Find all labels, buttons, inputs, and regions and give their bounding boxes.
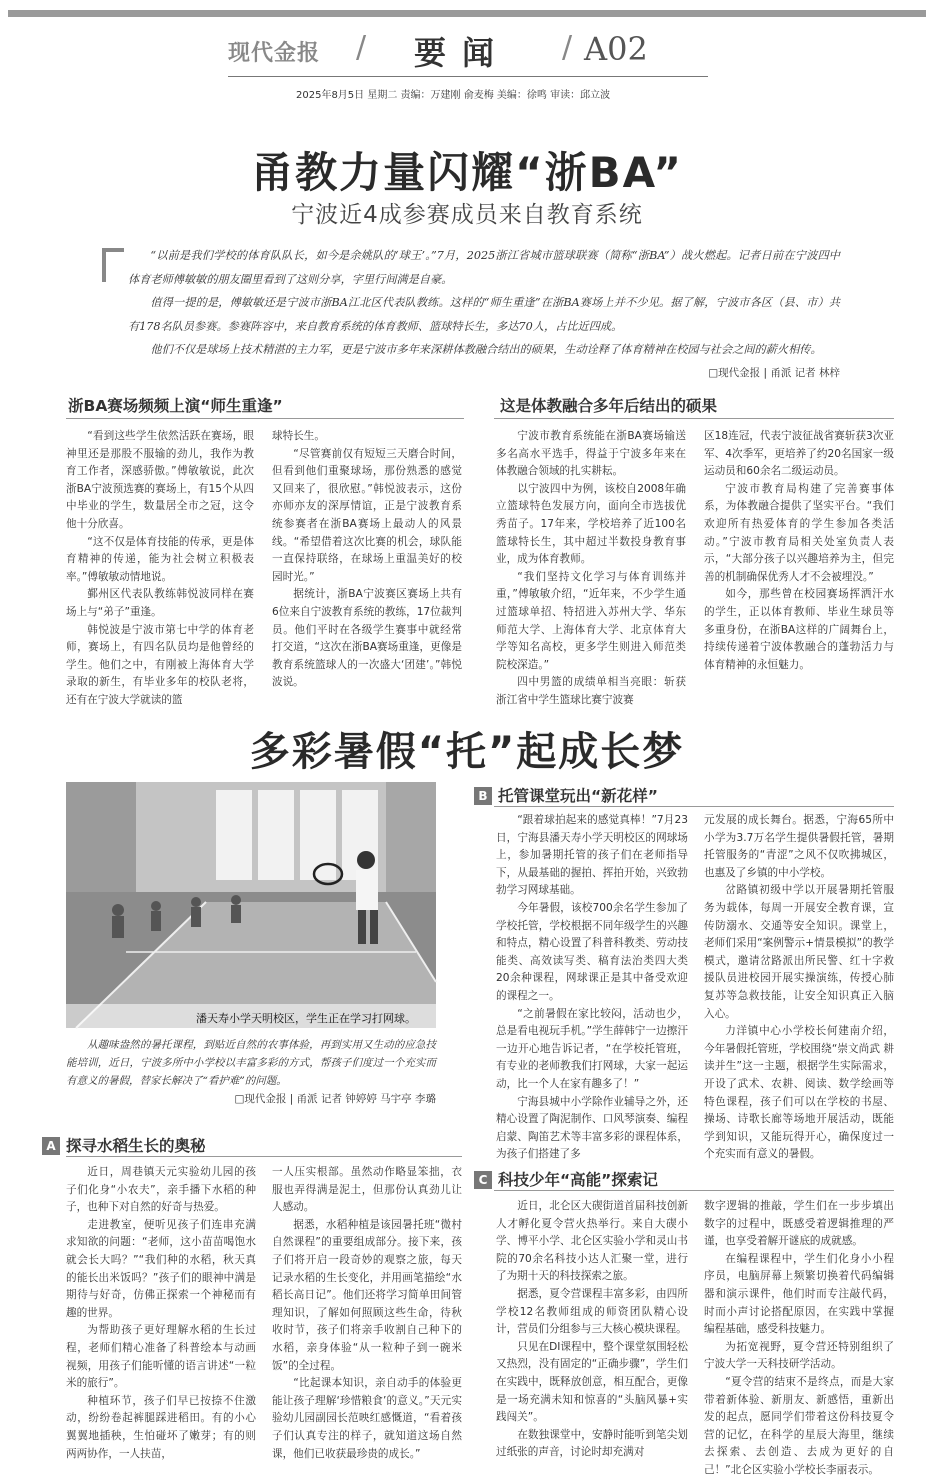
paragraph: 球特长生。 <box>272 430 325 442</box>
paragraph: 种植环节，孩子们早已按捺不住激动，纷纷卷起裤腿踩进稻田。有的小心翼翼地插秧，生怕碰坏了嫩芽；有的则两两协作，一人扶苗， <box>66 1394 256 1460</box>
section-b-heading <box>474 784 658 806</box>
story1-left-heading: 浙BA赛场频频上演“师生重逢” <box>68 397 283 415</box>
section-a-heading <box>42 1134 206 1156</box>
lead-paragraph: “以前是我们学校的体育队队长，如今是余姚队的‘球王’。”7月，2025浙江省城市篮球联赛（简称“浙BA”）战火燃起。记者日前在宁波四中体育老师傅敏敏的朋友圈里看到了这则分享，字里行间满是自豪。 <box>128 249 840 286</box>
paragraph: 为拓宽视野，夏令营还特别组织了宁波大学一天科技研学活动。 <box>704 1340 894 1371</box>
paragraph: 一人压实根部。虽然动作略显笨拙，衣服也弄得满是泥土，但那份认真劲儿让人感动。 <box>272 1166 462 1214</box>
paragraph: 岔路镇初级中学以开展暑期托管服务为载体，每周一开展安全教育课，宣传防溺水、交通等安全知识。课堂上，老师们采用“案例警示+情景模拟”的教学模式，邀请岔路派出所民警、红十字救援队员进校园开展实操演练，传授心肺复苏等急救技能，让安全知识真正入脑入心。 <box>704 884 894 1020</box>
paragraph: 在编程课程中，学生们化身小小程序员，电脑屏幕上频繁切换着代码编辑器和演示课件，他们时而专注敲代码，时而小声讨论搭配原因，在实践中掌握编程基础，感受科技魅力。 <box>704 1252 894 1336</box>
photo-illustration <box>66 782 436 1028</box>
paragraph: 据悉，夏令营课程丰富多彩，由四所学校12名教师组成的师资团队精心设计，营员们分组参与三大核心模块课程。 <box>496 1287 688 1336</box>
paragraph: “这不仅是体育技能的传承，更是体育精神的传递，能为社会树立积极表率。”傅敏敏动情地说。 <box>66 535 254 583</box>
paragraph: 宁波市教育局构建了完善赛事体系，为体教融合提供了坚实平台。“我们欢迎所有热爱体育的学生参加各类活动。”宁波市教育局相关处室负责人表示，“大部分孩子以兴趣培养为主，但完善的机制确保优秀人才不会被埋没。” <box>704 482 894 583</box>
paragraph: 据统计，浙BA宁波赛区赛场上共有6位来自宁波教育系统的教练，17位裁判员。他们平时在各级学生赛事中就经常打交道，“这次在浙BA赛场重逢，更像是教育系统篮球人的一次盛大‘团建’。”韩悦波说。 <box>272 588 462 689</box>
section-c-col1 <box>496 1198 688 1470</box>
paragraph: 韩悦波是宁波市第七中学的体育老师，赛场上，有四名队员均是他曾经的学生。他们之中，有刚被上海体育大学录取的新生，有毕业多年的校队老将，还有在宁波大学就读的篮 <box>66 623 254 706</box>
masthead-page-number: A02 <box>584 30 648 68</box>
paragraph: “比起课本知识，亲自动手的体验更能让孩子理解‘珍惜粮食’的意义。”天元实验幼儿园副园长范映红感慨道，“看着孩子们认真专注的样子，就知道这场自然课，他们已收获最珍贵的成长。” <box>272 1377 462 1460</box>
paragraph: “之前暑假在家比较闷，活动也少，总是看电视玩手机。”学生薛韩宁一边擦汗一边开心地告诉记者，“在学校托管班，有专业的老师教我们打网球，大家一起运动，比一个人在家有趣多了！” <box>496 1007 688 1090</box>
paragraph: 在数独课堂中，安静时能听到笔尖划过纸张的声音，讨论时却充满对 <box>496 1428 688 1459</box>
section-b-title: 托管课堂玩出“新花样” <box>498 787 658 805</box>
heading-rule <box>494 1190 894 1191</box>
section-a-title: 探寻水稻生长的奥秘 <box>66 1137 206 1155</box>
section-b-badge: B <box>474 787 492 805</box>
story2-intro <box>66 1036 436 1108</box>
lead-corner-mark <box>102 248 124 282</box>
paragraph: 今年暑假，该校700余名学生参加了学校托管，学校根据不同年级学生的兴趣和特点，精心设置了科普科教类、劳动技能类、高效读写类、稿育法治类四大类20余种课程，网球课正是其中备受欢迎的课程之一。 <box>496 901 688 1002</box>
paragraph: 近日，周巷镇天元实验幼儿园的孩子们化身“小农夫”，亲手播下水稻的种子，也种下对自然的好奇与热爱。 <box>66 1166 256 1214</box>
dateline: 2025年8月5日 星期二 责编：万建刚 俞麦梅 美编：徐鸣 审读：邱立波 <box>296 90 611 101</box>
story1-left-col2 <box>272 428 462 704</box>
paragraph: 鄞州区代表队教练韩悦波同样在赛场上与“弟子”重逢。 <box>66 588 254 618</box>
section-a-badge: A <box>42 1137 60 1155</box>
paragraph: 走进教室，便听见孩子们连串充满求知欲的问题：“老师，这小苗苗喝饱水就会长大吗？”“我们种的水稻，秋天真的能长出米饭吗？”孩子们的眼神中满是期待与好奇，仿佛正探索一个神秘而有趣的世界。 <box>66 1218 256 1319</box>
heading-rule <box>494 806 894 807</box>
paragraph: 宁海县城中小学除作业辅导之外，还精心设置了陶泥制作、口风琴演奏、编程启蒙、陶笛艺术等丰富多彩的课程体系，为孩子们搭建了多 <box>496 1095 688 1161</box>
paragraph: 力洋镇中心小学校长何建南介绍，今年暑假托管班，学校围绕“崇文尚武 耕读并生”这一主题，根据学生实际需求，开设了武术、农耕、阅读、数学绘画等特色课程，孩子们可以在学校的书屋、操场、诗歌长廊等场地开展活动，既能学到知识，又能玩得开心，确保度过一个充实而有意义的暑假。 <box>704 1025 894 1161</box>
section-a-col1 <box>66 1164 256 1470</box>
paragraph: 元发展的成长舞台。据悉，宁海65所中小学为3.7万名学生提供暑假托管，暑期托管服务的“青涩”之风不仅吹拂城区，也惠及了乡镇的中小学校。 <box>704 814 894 879</box>
paragraph: “尽管赛前仅有短短三天磨合时间，但看到他们重聚球场，那份熟悉的感觉又回来了，很欣慰。”韩悦波表示，这份亦师亦友的深厚情谊，正是宁波教育系统参赛者在浙BA赛场上最动人的风景线。“希望借着这次比赛的机会，球队能一直保持联络，在球场上重温美好的校园时光。” <box>272 447 462 583</box>
heading-rule <box>66 1156 462 1157</box>
story1-right-col2 <box>704 428 894 704</box>
section-b-col2 <box>704 812 894 1161</box>
story1-left-col1 <box>66 428 254 704</box>
masthead <box>228 28 708 74</box>
paragraph: 宁波市教育系统能在浙BA赛场输送多名高水平选手，得益于宁波多年来在体教融合领域的扎实耕耘。 <box>496 430 686 478</box>
story1-lead <box>128 244 840 385</box>
section-c-heading <box>474 1168 658 1190</box>
paragraph: “夏令营的结束不是终点，而是大家带着新体验、新朋友、新感悟，重新出发的起点，愿同学们带着这份科技夏令营的记忆，在科学的星辰大海里，继续去探索、去创造、去成为更好的自己！”北仑区实验小学校长李丽表示。 <box>704 1375 894 1476</box>
story1-right-col1 <box>496 428 686 704</box>
paragraph: 如今，那些曾在校园赛场挥洒汗水的学生，正以体育教师、毕业生球员等多重身份，在浙BA这样的广阔舞台上，持续传递着宁波体教融合的蓬勃活力与体育精神的永恒魅力。 <box>704 588 894 671</box>
paragraph: 据悉，水稻种植是该园暑托班“微村自然课程”的重要组成部分。接下来，孩子们将开启一段奇妙的观察之旅，每天记录水稻的生长变化，并用画笔描绘“水稻长高日记”。他们还将学习简单田间管理知识，了解如何照顾这些生命，待秋收时节，孩子们将亲手收割自己种下的水稻，亲身体验“从一粒种子到一碗米饭”的全过程。 <box>272 1218 462 1372</box>
paragraph: “跟着球拍起来的感觉真棒！”7月23日，宁海县潘天寿小学天明校区的网球场上，参加暑期托管的孩子们在老师指导下，从最基础的握拍、挥拍开始，兴致勃勃学习网球基础。 <box>496 814 688 897</box>
paragraph: 只见在DI课程中，整个课堂氛围轻松又热烈，没有固定的“正确步骤”，学生们在实践中，既释放创意，相互配合，更像是一场充满未知和惊喜的“头脑风暴+实践闯关”。 <box>496 1340 688 1424</box>
section-a-col2 <box>272 1164 462 1470</box>
top-bar <box>8 10 926 17</box>
paragraph: 为帮助孩子更好理解水稻的生长过程，老师们精心准备了科普绘本与动画视频，用孩子们能听懂的语言讲述“一粒米的旅行”。 <box>66 1324 256 1390</box>
section-c-badge: C <box>474 1171 492 1189</box>
heading-rule <box>66 418 464 419</box>
lead-paragraph: 值得一提的是，傅敏敏还是宁波市浙BA江北区代表队教练。这样的“师生重逢”在浙BA赛场上并不少见。据了解，宁波市各区（县、市）共有178名队员参赛。参赛阵容中，来自教育系统的体育教师、篮球特长生，多达70人，占比近四成。 <box>128 296 840 333</box>
paragraph: 数字逻辑的推敲，学生们在一步步填出数字的过程中，既感受着逻辑推理的严谨，也享受着解开谜底的成就感。 <box>704 1200 894 1248</box>
lead-paragraph: 他们不仅是球场上技术精湛的主力军，更是宁波市多年来深耕体教融合结出的硕果，生动诠释了体育精神在校园与社会之间的薪火相传。 <box>150 343 822 356</box>
story1-credit: □现代金报 | 甬派 记者 林梓 <box>708 366 840 379</box>
story2-credit: □现代金报 | 甬派 记者 钟婷婷 马宇亭 李璐 <box>234 1093 436 1105</box>
paragraph: 四中男篮的成绩单相当亮眼：斩获浙江省中学生篮球比赛宁波赛 <box>496 676 686 706</box>
paragraph: “我们坚持文化学习与体育训练并重，”傅敏敏介绍，“近年来，不少学生通过篮球单招、特招进入苏州大学、华东师范大学、上海体育大学、北京体育大学等知名高校，更多学生则进入师范类院校深造。” <box>496 570 686 671</box>
intro-paragraph: 从趣味盎然的暑托课程，到贴近自然的农事体验，再到实用又生动的应急技能培训，近日，宁波多所中小学校以丰富多彩的方式，帮孩子们度过一个充实而有意义的暑假，替家长解决了“看护难”的问题。 <box>66 1039 436 1087</box>
story1-subtitle: 宁波近4成参赛成员来自教育系统 <box>291 202 643 228</box>
photo-caption: 潘天寿小学天明校区，学生正在学习打网球。 <box>196 1012 416 1025</box>
section-c-title: 科技少年“高能”探索记 <box>498 1171 658 1189</box>
paragraph: “看到这些学生依然活跃在赛场，眼神里还是那股不服输的劲儿，我作为教育工作者，深感骄傲。”傅敏敏说，此次浙BA宁波预选赛的赛场上，有15个从四中毕业的学生，数量居全市之冠，这令他十分欣喜。 <box>66 430 254 530</box>
section-b-col1 <box>496 812 688 1161</box>
heading-rule <box>494 418 894 419</box>
section-c-col2 <box>704 1198 894 1476</box>
paragraph: 区18连冠，代表宁波征战省赛斩获3次亚军、4次季军，更培养了约20名国家一级运动员和60余名二级运动员。 <box>704 430 894 478</box>
paragraph: 以宁波四中为例，该校自2008年确立篮球特色发展方向，面向全市选拔优秀苗子。17年来，学校培养了近100名篮球特长生，其中超过半数投身教育事业，成为体育教师。 <box>496 482 686 566</box>
paragraph: 近日，北仑区大碶街道首届科技创新人才孵化夏令营火热举行。来自大碶小学、博平小学、北仑区实验小学和灵山书院的70余名科技小达人汇聚一堂，进行了为期十天的科技探索之旅。 <box>496 1200 688 1283</box>
masthead-separator: / <box>356 30 367 65</box>
story1-right-heading: 这是体教融合多年后结出的硕果 <box>500 397 718 415</box>
tennis-class-photo <box>66 782 436 1028</box>
story1-title: 甬教力量闪耀“浙BA” <box>251 148 683 197</box>
story2-title: 多彩暑假“托”起成长梦 <box>249 729 685 775</box>
masthead-rule <box>228 76 708 77</box>
masthead-separator: / <box>562 30 573 65</box>
masthead-brand: 现代金报 <box>228 41 321 66</box>
masthead-section: 要闻 <box>414 34 511 72</box>
